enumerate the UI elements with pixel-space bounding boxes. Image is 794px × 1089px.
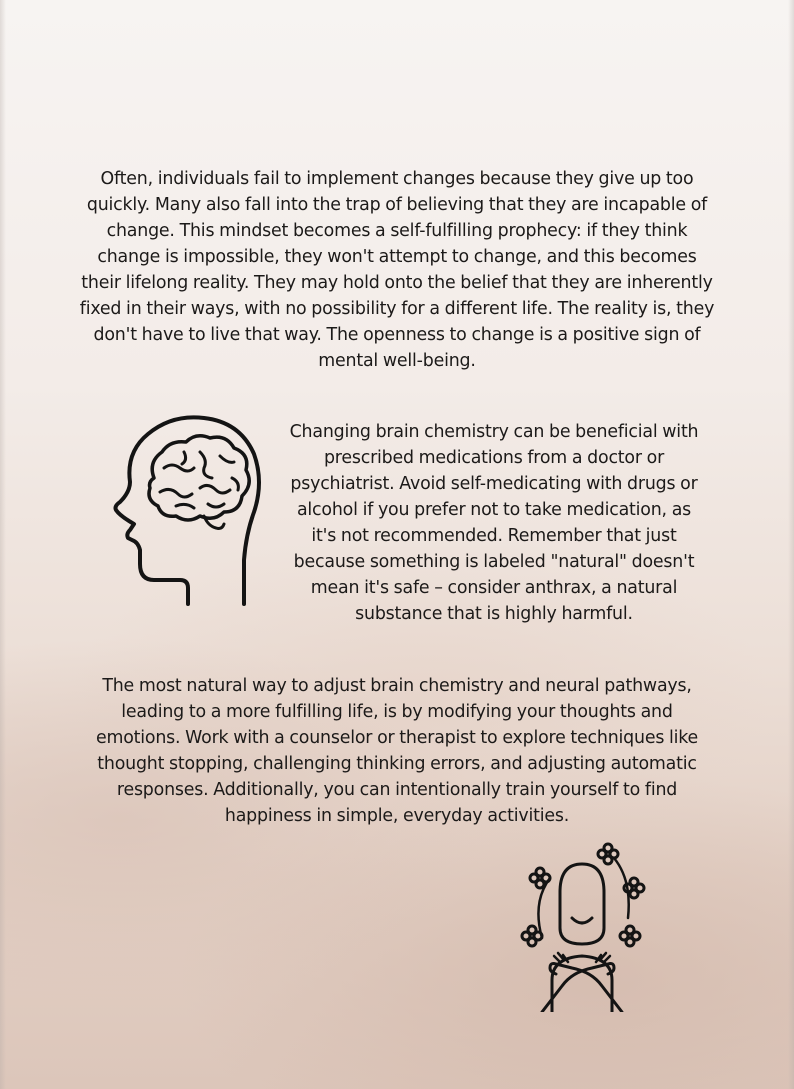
paragraph-openness-to-change: Often, individuals fail to implement changes because they give up too quickly. Many also fall into the trap of believing that they are incapable of change. This mindset becomes a self-fulfilling prophecy: if they think change is impossible, they won't attempt to change, and this becomes their lifelong reality. They may hold onto the belief that they are inherently fixed in their ways, with no possibility for a different life. The reality is, they don't have to live that way. The openness to change is a positive sign of mental well-being. [79,169,715,371]
page-edge-shadow-left [0,0,6,1089]
self-hug-flowers-icon [512,836,652,1012]
head-with-brain-icon [104,412,264,608]
paragraph-natural-adjustment: The most natural way to adjust brain chemistry and neural pathways, leading to a more fulfilling life, is by modifying your thoughts and emotions. Work with a counselor or therapist to explore techniques like thought stopping, challenging thinking errors, and adjusting automatic responses. Additionally, you can intentionally train yourself to find happiness in simple, everyday activities. [95,676,699,826]
page-edge-shadow-right [788,0,794,1089]
paragraph-brain-chemistry-medication: Changing brain chemistry can be beneficial with prescribed medications from a doctor or psychiatrist. Avoid self-medicating with drugs or alcohol if you prefer not to take medication, as it's not recommended. Remember that just because something is labeled "natural" doesn't mean it's safe – consider anthrax, a natural substance that is highly harmful. [289,422,699,624]
